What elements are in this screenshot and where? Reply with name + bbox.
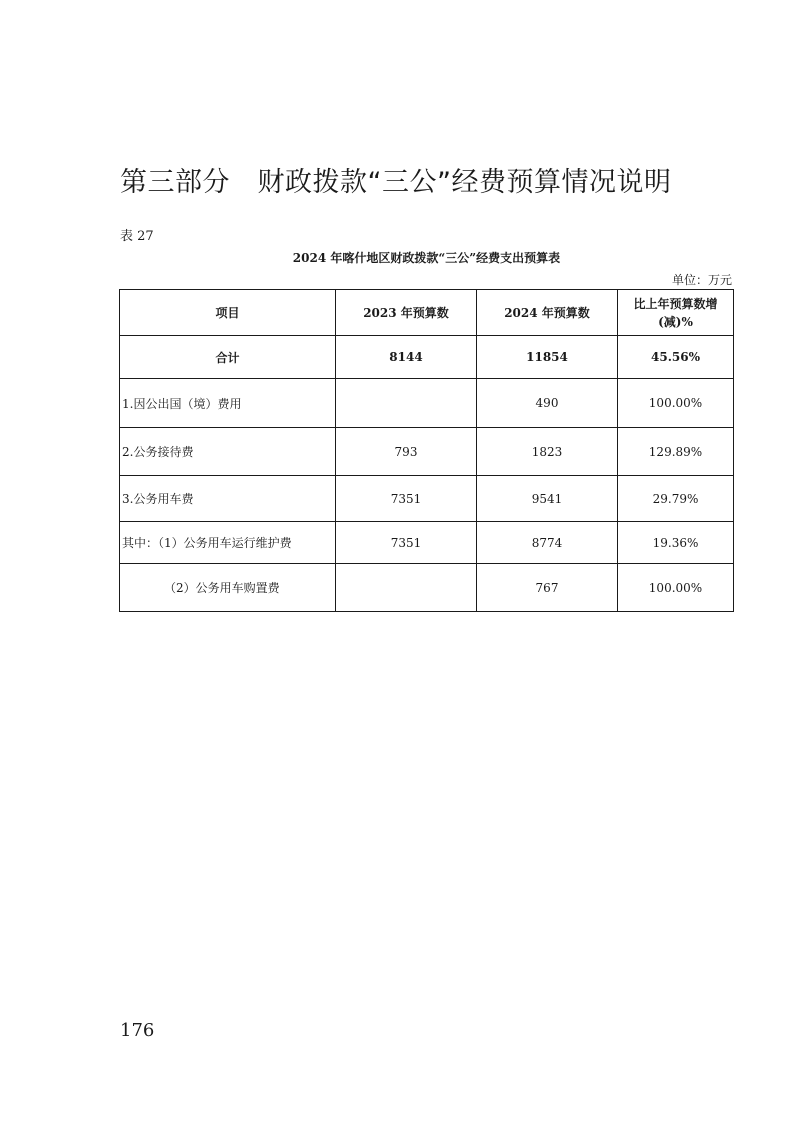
unit-label: 单位：万元 <box>671 273 732 287</box>
cell-2023: 7351 <box>336 476 477 522</box>
table-row <box>120 428 734 476</box>
cell-change: 129.89% <box>618 428 734 476</box>
table-row <box>120 379 734 428</box>
header-change-text: 比上年预算数增(减)% <box>633 296 718 329</box>
table-row-total <box>120 336 734 379</box>
cell-item: 3.公务用车费 <box>120 476 336 522</box>
cell-2023 <box>336 379 477 428</box>
cell-2024: 1823 <box>477 428 618 476</box>
cell-2023 <box>336 564 477 612</box>
cell-change: 45.56% <box>618 336 734 379</box>
cell-2023: 8144 <box>336 336 477 379</box>
budget-table <box>119 289 734 612</box>
table-row <box>120 522 734 564</box>
table-number-label: 表 27 <box>120 229 154 244</box>
table-row <box>120 476 734 522</box>
header-2024-budget: 2024 年预算数 <box>477 290 618 336</box>
header-2023-budget: 2023 年预算数 <box>336 290 477 336</box>
cell-2024: 8774 <box>477 522 618 564</box>
cell-item: （2）公务用车购置费 <box>120 564 336 612</box>
cell-2024: 9541 <box>477 476 618 522</box>
cell-change: 29.79% <box>618 476 734 522</box>
header-item: 项目 <box>120 290 336 336</box>
cell-item: 其中：（1）公务用车运行维护费 <box>120 522 336 564</box>
cell-change: 100.00% <box>618 564 734 612</box>
cell-item: 1.因公出国（境）费用 <box>120 379 336 428</box>
cell-2023: 7351 <box>336 522 477 564</box>
table-title: 2024 年喀什地区财政拨款“三公”经费支出预算表 <box>292 251 561 265</box>
cell-2023: 793 <box>336 428 477 476</box>
cell-change: 100.00% <box>618 379 734 428</box>
page-title: 第三部分 财政拨款“三公”经费预算情况说明 <box>120 167 672 198</box>
table-header-row <box>120 290 734 336</box>
table-row <box>120 564 734 612</box>
cell-2024: 11854 <box>477 336 618 379</box>
cell-item: 2.公务接待费 <box>120 428 336 476</box>
cell-change: 19.36% <box>618 522 734 564</box>
cell-2024: 490 <box>477 379 618 428</box>
cell-2024: 767 <box>477 564 618 612</box>
header-change-percent <box>618 290 734 336</box>
cell-item: 合计 <box>120 336 336 379</box>
page-number: 176 <box>120 1020 155 1041</box>
